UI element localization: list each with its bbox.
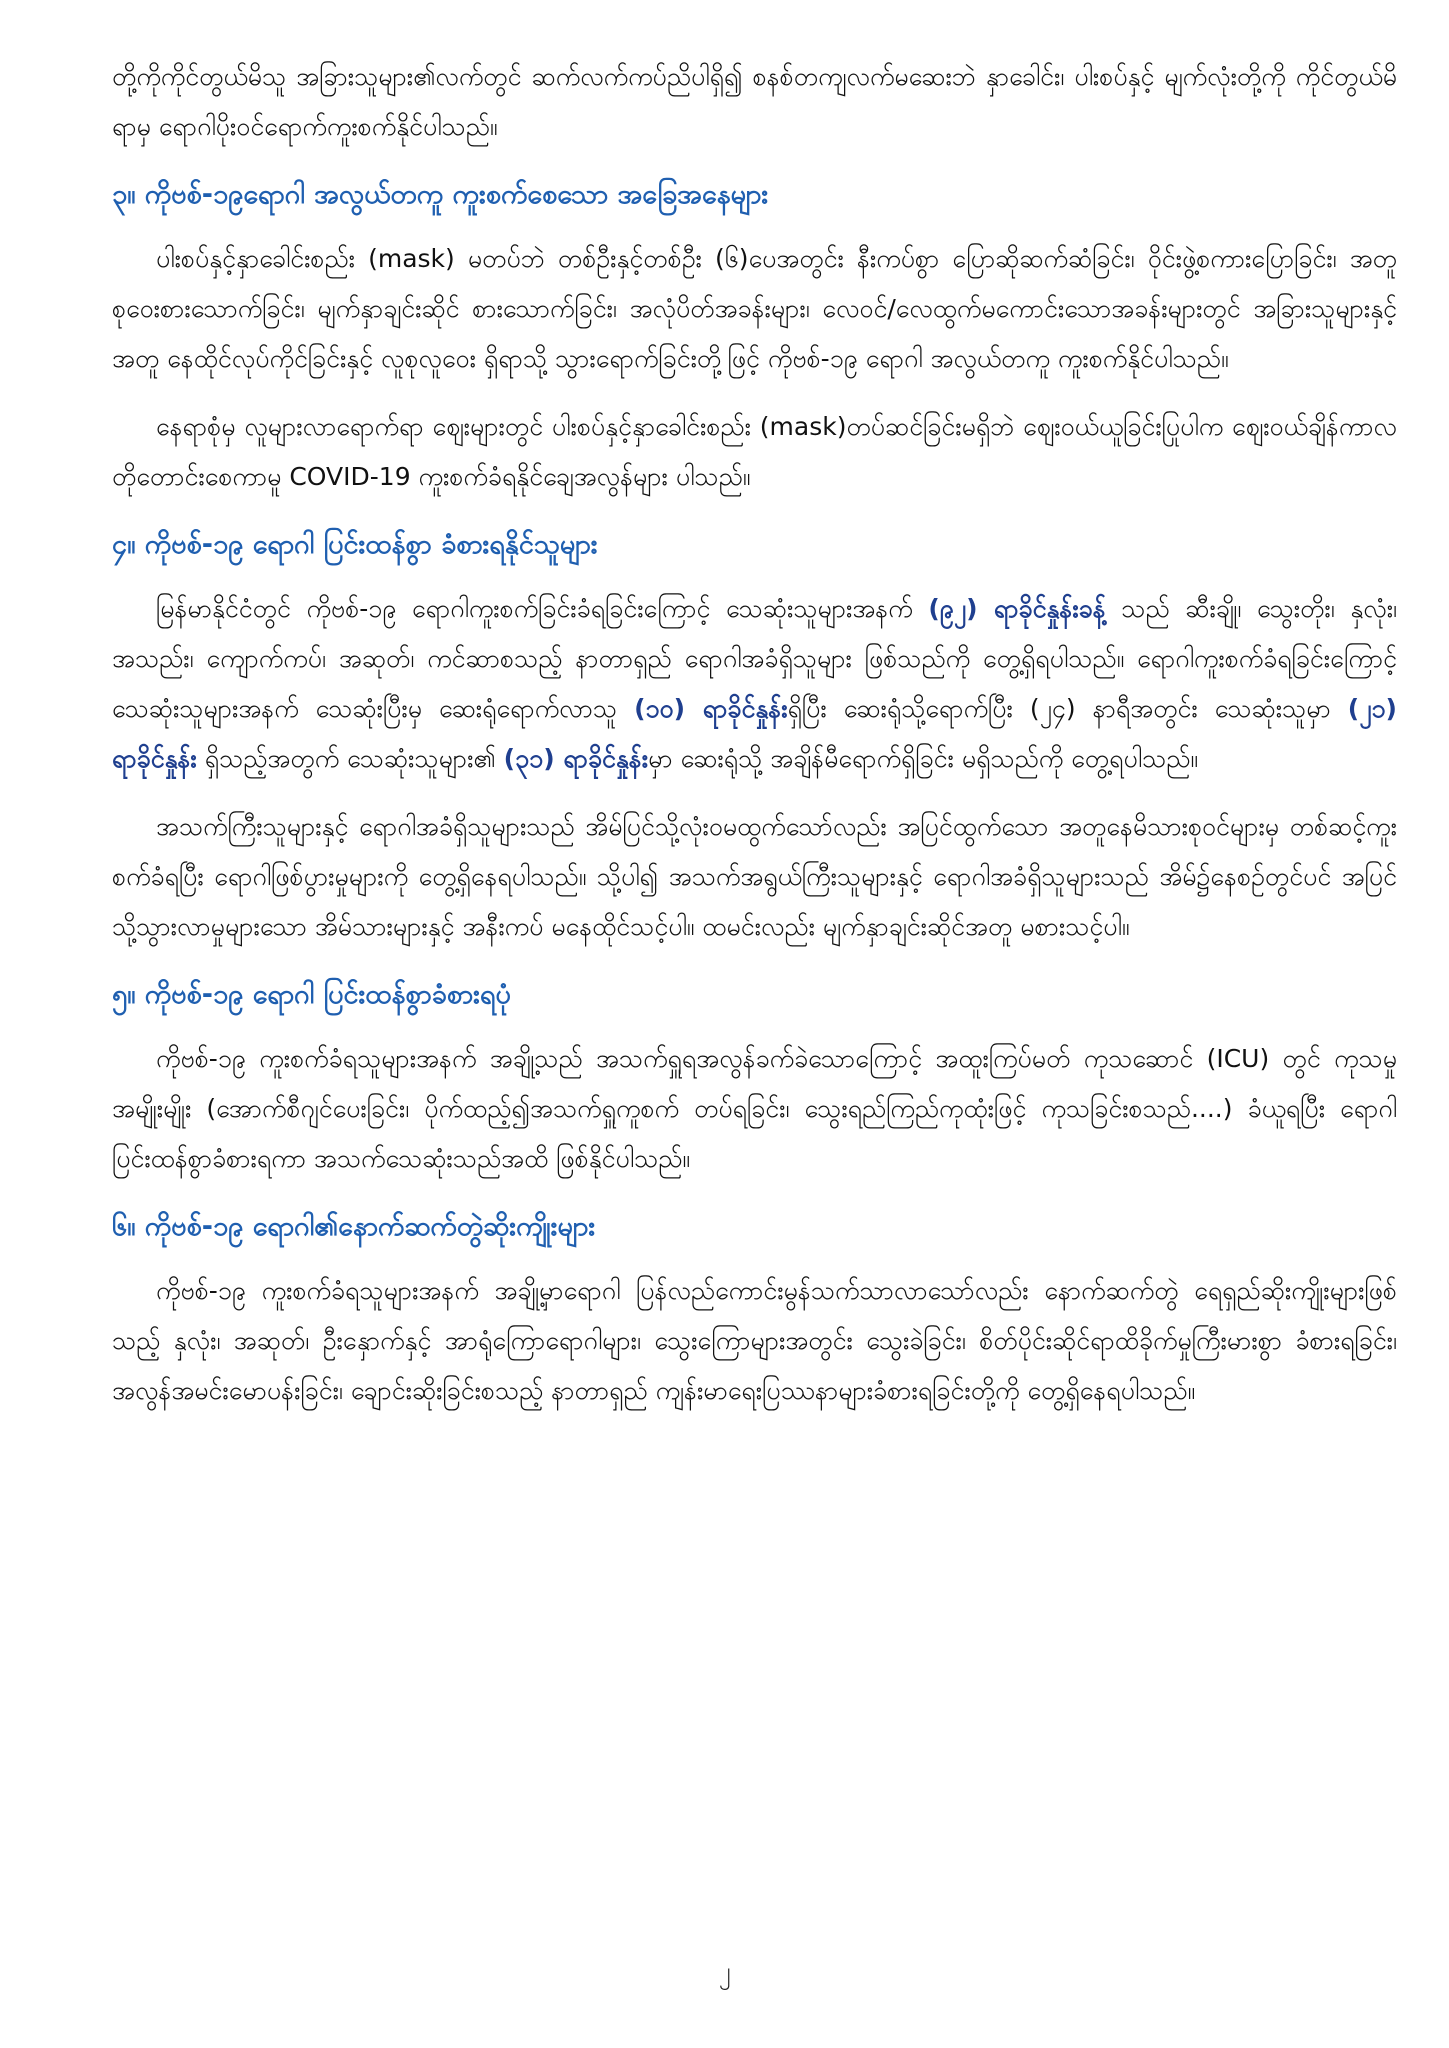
highlight-10-percent: (၁၀) ရာခိုင်နှုန်း: [634, 694, 788, 723]
text-run: ရှိသည့်အတွက် သေဆုံးသူများ၏: [196, 744, 504, 773]
section-4-heading: ၄။ ကိုဗစ်-၁၉ ရောဂါ ပြင်းထန်စွာ ခံစားရနိုင်သူများ: [112, 529, 598, 560]
section-3-paragraph-1: ပါးစပ်နှင့်နှာခေါင်းစည်း (mask) မတပ်ဘဲ တစ်ဦးနှင့်တစ်ဦး (၆)ပေအတွင်း နီးကပ်စွာ ပြောဆိုဆက်ဆံခြင်း၊ ဝိုင်းဖွဲ့စကားပြောခြင်း၊ အတူစုဝေးစားသောက်ခြင်း၊ မျက်နှာချင်းဆိုင် စားသောက်ခြင်း၊ အလုံပိတ်အခန်းများ၊ လေဝင်/လေထွက်မကောင်းသောအခန်းများတွင် အခြားသူများနှင့်အတူ နေထိုင်လုပ်ကိုင်ခြင်းနှင့် လူစုလူဝေး ရှိရာသို့ သွားရောက်ခြင်းတို့ဖြင့် ကိုဗစ်-၁၉ ရောဂါ အလွယ်တကူ ကူးစက်နိုင်ပါသည်။: [112, 244, 1397, 373]
text-run: သည် ဆီးချို၊ သွေးတိုး၊ နှလုံး၊ အသည်း၊ ကျောက်ကပ်၊ အဆုတ်၊ ကင်ဆာစသည့် နာတာရှည် ရောဂါအခံရှိသူများ ဖြစ်သည်ကို တွေ့ရှိရပါသည်။ ရောဂါကူးစက်ခံရခြင်းကြောင့် သေဆုံးသူများအနက် သေဆုံးပြီးမှ ဆေးရုံရောက်လာသူ: [112, 594, 1398, 723]
text-run: မြန်မာနိုင်ငံတွင် ကိုဗစ်-၁၉ ရောဂါကူးစက်ခြင်းခံရခြင်းကြောင့် သေဆုံးသူများအနက်: [156, 594, 929, 623]
section-5-paragraph-1: ကိုဗစ်-၁၉ ကူးစက်ခံရသူများအနက် အချို့သည် အသက်ရှူရအလွန်ခက်ခဲသောကြောင့် အထူးကြပ်မတ် ကုသဆောင် (ICU) တွင် ကုသမှုအမျိုးမျိုး (အောက်စီဂျင်ပေးခြင်း၊ ပိုက်ထည့်၍အသက်ရှူကူစက် တပ်ရခြင်း၊ သွေးရည်ကြည်ကုထုံးဖြင့် ကုသခြင်းစသည်....) ခံယူရပြီး ရောဂါပြင်းထန်စွာခံစားရကာ အသက်သေဆုံးသည်အထိ ဖြစ်နိုင်ပါသည်။: [112, 1044, 1397, 1173]
section-6-heading: ၆။ ကိုဗစ်-၁၉ ရောဂါ၏နောက်ဆက်တွဲဆိုးကျိုးများ: [112, 1211, 596, 1242]
highlight-92-percent: (၉၂) ရာခိုင်နှုန်းခန့်: [928, 594, 1106, 623]
section-3-heading: ၃။ ကိုဗစ်-၁၉ရောဂါ အလွယ်တကူ ကူးစက်စေသော အခြေအနေများ: [112, 179, 769, 210]
text-run: ရှိပြီး ဆေးရုံသို့ရောက်ပြီး (၂၄) နာရီအတွင်း သေဆုံးသူမှာ: [787, 694, 1348, 723]
section-4-paragraph-2: အသက်ကြီးသူများနှင့် ရောဂါအခံရှိသူများသည် အိမ်ပြင်သို့လုံးဝမထွက်သော်လည်း အပြင်ထွက်သော အတူနေမိသားစုဝင်များမှ တစ်ဆင့်ကူးစက်ခံရပြီး ရောဂါဖြစ်ပွားမှုများကို တွေ့ရှိနေရပါသည်။ သို့ပါ၍ အသက်အရွယ်ကြီးသူများနှင့် ရောဂါအခံရှိသူများသည် အိမ်၌နေစဉ်တွင်ပင် အပြင်သို့သွားလာမှုများသော အိမ်သားများနှင့် အနီးကပ် မနေထိုင်သင့်ပါ။ ထမင်းလည်း မျက်နှာချင်းဆိုင်အတူ မစားသင့်ပါ။: [112, 812, 1397, 941]
text-run: မှာ ဆေးရုံသို့ အချိန်မီရောက်ရှိခြင်း မရှိသည်ကို တွေ့ရပါသည်။: [648, 744, 1198, 773]
page-number: ၂: [718, 1957, 731, 1985]
document-body: [112, 52, 1397, 1434]
section-3-paragraph-2: နေရာစုံမှ လူများလာရောက်ရာ ဈေးများတွင် ပါးစပ်နှင့်နှာခေါင်းစည်း (mask)တပ်ဆင်ခြင်းမရှိဘဲ ဈေးဝယ်ယူခြင်းပြုပါက ဈေးဝယ်ချိန်ကာလတိုတောင်းစေကာမူ COVID-19 ကူးစက်ခံရနိုင်ချေအလွန်များ ပါသည်။: [112, 412, 1397, 491]
section-6-paragraph-1: ကိုဗစ်-၁၉ ကူးစက်ခံရသူများအနက် အချို့မှာရောဂါ ပြန်လည်ကောင်းမွန်သက်သာလာသော်လည်း နောက်ဆက်တွဲ ရေရှည်ဆိုးကျိုးများဖြစ်သည့် နှလုံး၊ အဆုတ်၊ ဦးနှောက်နှင့် အာရုံကြောရောဂါများ၊ သွေးကြောများအတွင်း သွေးခဲခြင်း၊ စိတ်ပိုင်းဆိုင်ရာထိခိုက်မှုကြီးမားစွာ ခံစားရခြင်း၊ အလွန်အမင်းမောပန်းခြင်း၊ ချောင်းဆိုးခြင်းစသည့် နာတာရှည် ကျန်းမာရေးပြဿနာများခံစားရခြင်းတို့ကို တွေ့ရှိနေရပါသည်။: [112, 1276, 1397, 1405]
intro-paragraph: တို့ကိုကိုင်တွယ်မိသူ အခြားသူများ၏လက်တွင် ဆက်လက်ကပ်ညိပါရှိ၍ စနစ်တကျလက်မဆေးဘဲ နှာခေါင်း၊ ပါးစပ်နှင့် မျက်လုံးတို့ကို ကိုင်တွယ်မိရာမှ ရောဂါပိုးဝင်ရောက်ကူးစက်နိုင်ပါသည်။: [112, 62, 1397, 141]
section-4-paragraph-1: [112, 584, 1397, 784]
highlight-31-percent: (၃၁) ရာခိုင်နှုန်း: [503, 744, 649, 773]
section-5-heading: ၅။ ကိုဗစ်-၁၉ ရောဂါ ပြင်းထန်စွာခံစားရပုံ: [112, 979, 511, 1010]
highlight-21-percent: (၂၁) ရာခိုင်နှုန်း: [112, 694, 1397, 773]
